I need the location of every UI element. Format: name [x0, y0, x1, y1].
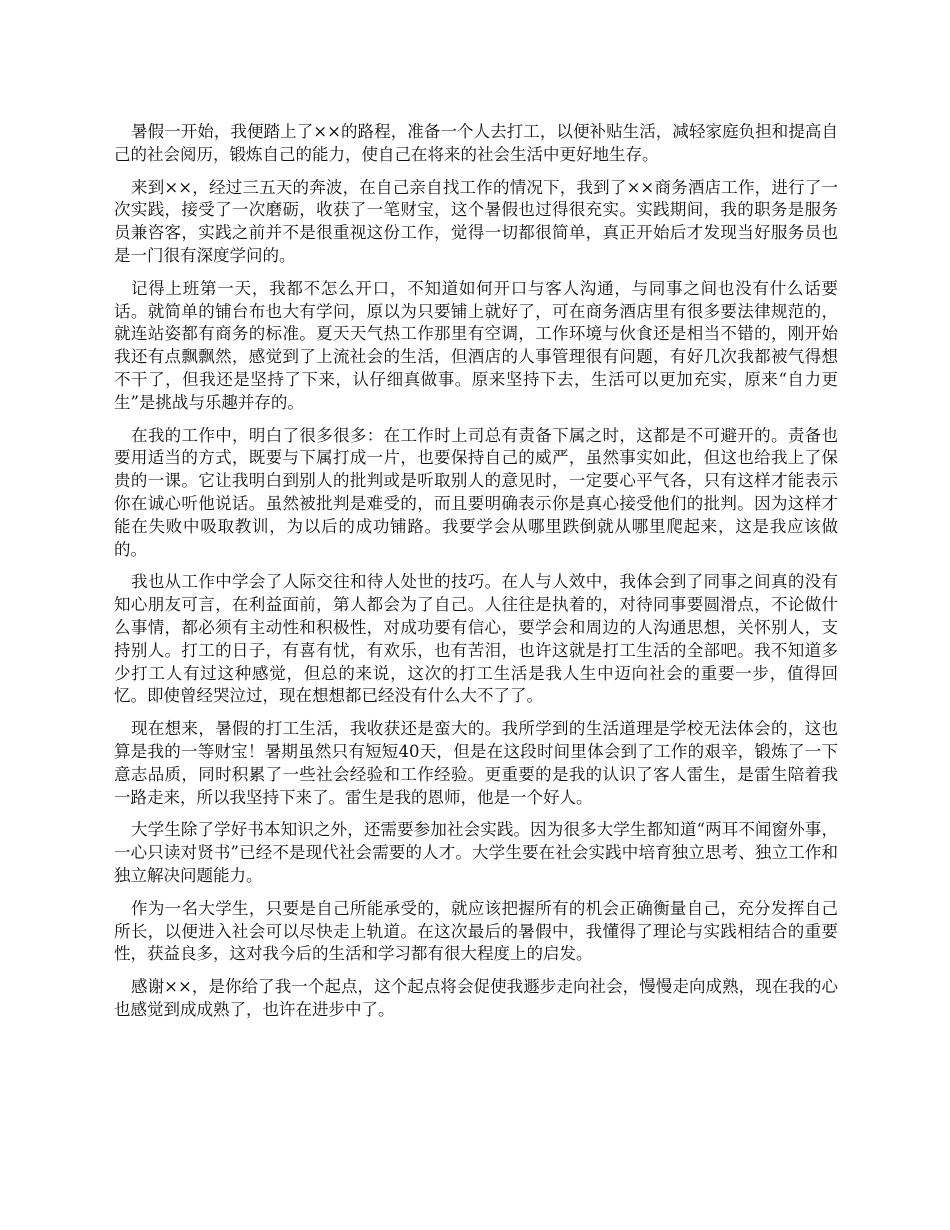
paragraph: 大学生除了学好书本知识之外，还需要参加社会实践。因为很多大学生都知道“两耳不闻窗外事，一心只读对贤书”已经不是现代社会需要的人才。大学生要在社会实践中培育独立思考、独立工作和独立解决问题能力。 [114, 820, 838, 885]
paragraph: 现在想来，暑假的打工生活，我收获还是蛮大的。我所学到的生活道理是学校无法体会的，这也算是我的一等财宝！暑期虽然只有短短40天，但是在这段时间里体会到了工作的艰辛，锻炼了一下意志品质，同时积累了一些社会经验和工作经验。更重要的是我的认识了客人雷生，是雷生陪着我一路走来，所以我坚持下来了。雷生是我的恩师，他是一个好人。 [114, 719, 838, 807]
paragraph: 感谢××，是你给了我一个起点，这个起点将会促使我遯步走向社会，慢慢走向成熟，现在我的心也感觉到成成熟了，也许在进步中了。 [114, 977, 838, 1019]
paragraph: 作为一名大学生，只要是自己所能承受的，就应该把握所有的机会正确衡量自己，充分发挥自己所长，以便进入社会可以尽快走上轨道。在这次最后的暑假中，我懂得了理论与实践相结合的重要性，获益良多，这对我今后的生活和学习都有很大程度上的启发。 [114, 898, 838, 964]
paragraph: 来到××，经过三五天的奔波，在自己亲自找工作的情况下，我到了××商务酒店工作，进行了一次实践，接受了一次磨砺，收获了一笔财宝，这个暑假也过得很充实。实践期间，我的职务是服务员兼咨客，实践之前并不是很重视这份工作，觉得一切都很简单，真正开始后才发现当好服务员也是一门很有深度学问的。 [114, 177, 838, 265]
paragraph: 我也从工作中学会了人际交往和待人处世的技巧。在人与人效中，我体会到了同事之间真的没有知心朋友可言，在利益面前，第人都会为了自己。人往往是执着的，对待同事要圆滑点，不论做什么事情，都必须有主动性和积极性，对成功要有信心，要学会和周边的人沟通思想，关怀别人，支持别人。打工的日子，有喜有忧，有欢乐，也有苦泪，也许这就是打工生活的全部吧。我不知道多少打工人有过这种感觉，但总的来说，这次的打工生活是我人生中迈向社会的重要一步，值得回忆。即使曾经哭泣过，现在想想都已经没有什么大不了了。 [114, 572, 838, 706]
paragraph: 记得上班第一天，我都不怎么开口，不知道如何开口与客人沟通，与同事之间也没有什么话要话。就简单的铺台布也大有学问，原以为只要铺上就好了，可在商务酒店里有很多要法律规范的，就连站姿都有商务的标准。夏天天气热工作那里有空调，工作环境与伙食还是相当不错的，刚开始我还有点飘飘然，感觉到了上流社会的生活，但酒店的人事管理很有问题，有好几次我都被气得想不干了，但我还是坚持了下来，认仔细真做事。原来坚持下去，生活可以更加充实，原来“自力更生”是挑战与乐趣并存的。 [114, 278, 838, 412]
paragraph: 在我的工作中，明白了很多很多：在工作时上司总有责备下属之时，这都是不可避开的。责备也要用适当的方式，既要与下属打成一片，也要保持自己的威严，虽然事实如此，但这也给我上了保贵的一课。它让我明白到别人的批判或是听取别人的意见时，一定要心平气各，只有这样才能表示你在诚心听他说话。虽然被批判是难受的，而且要明确表示你是真心接受他们的批判。因为这样才能在失败中吸取教训，为以后的成功铺路。我要学会从哪里跌倒就从哪里爬起来，这是我应该做的。 [114, 425, 838, 559]
paragraph: 暑假一开始，我便踏上了××的路程，准备一个人去打工，以便补贴生活，减轻家庭负担和提高自己的社会阅历，锻炼自己的能力，使自己在将来的社会生活中更好地生存。 [114, 122, 838, 164]
document-body [114, 121, 838, 1032]
